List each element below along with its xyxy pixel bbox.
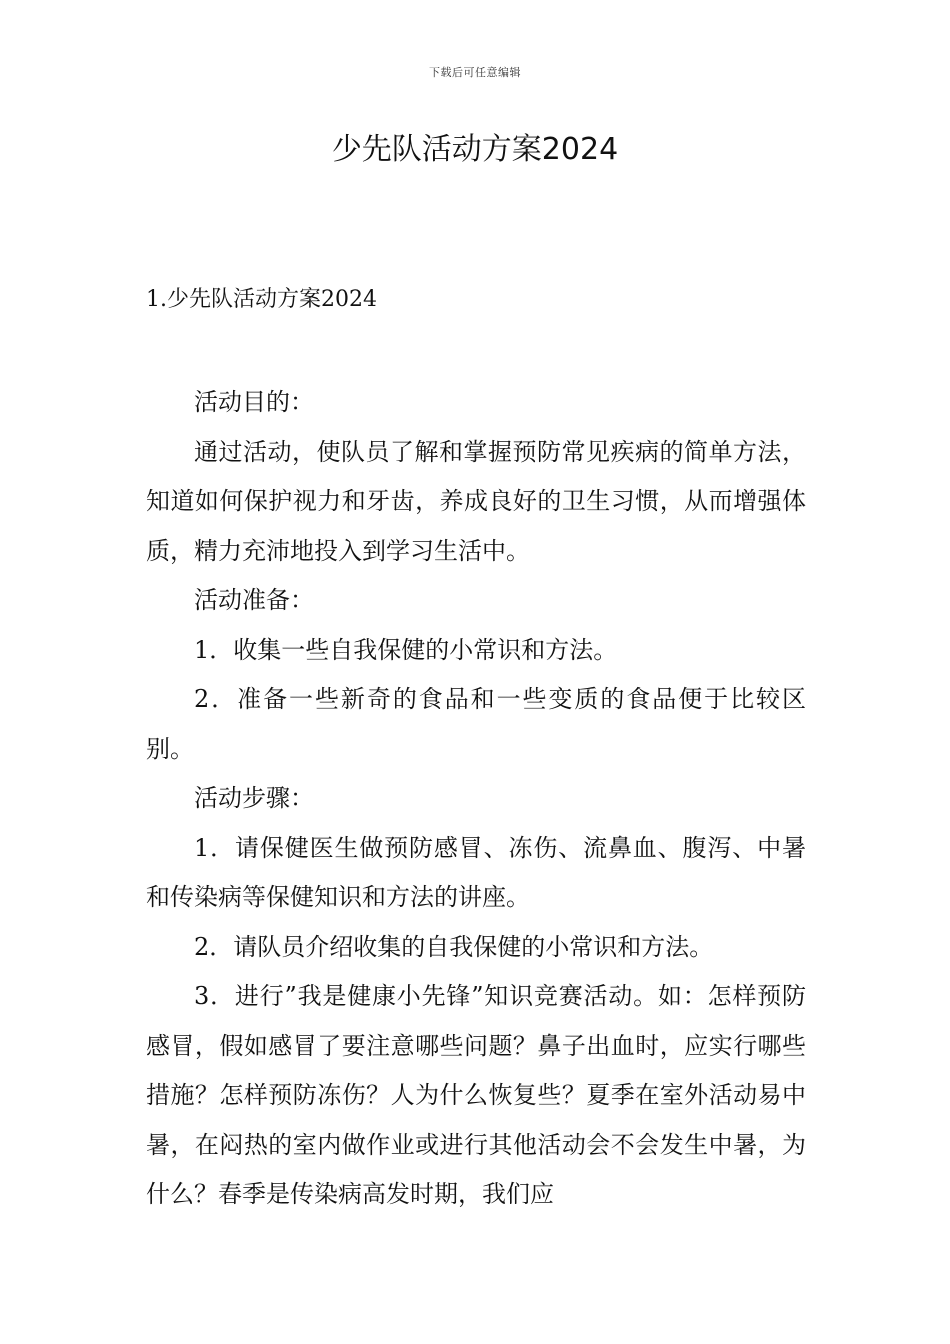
document-body [146,378,806,1220]
section-heading: 1.少先队活动方案2024 [146,287,377,312]
paragraph-step-2: 2．请队员介绍收集的自我保健的小常识和方法。 [194,932,714,961]
paragraph-steps-heading: 活动步骤： [194,784,314,812]
paragraph-step-1: 1．请保健医生做预防感冒、冻伤、流鼻血、腹泻、中暑和传染病等保健知识和方法的讲座。 [146,833,806,911]
document-title: 少先队活动方案2024 [331,132,619,167]
paragraph-preparation-2: 2．准备一些新奇的食品和一些变质的食品便于比较区别。 [146,685,806,763]
paragraph-preparation-heading: 活动准备： [194,586,314,614]
header-note: 下载后可任意编辑 [429,66,521,79]
paragraph-purpose: 通过活动，使队员了解和掌握预防常见疾病的简单方法，知道如何保护视力和牙齿，养成良好的卫生习惯，从而增强体质，精力充沛地投入到学习生活中。 [146,437,806,565]
paragraph-purpose-heading: 活动目的： [194,388,314,416]
paragraph-step-3: 3．进行”我是健康小先锋”知识竞赛活动。如：怎样预防感冒，假如感冒了要注意哪些问题？鼻子出血时，应实行哪些措施？怎样预防冻伤？人为什么恢复些？夏季在室外活动易中暑，在闷热的室内做作业或进行其他活动会不会发生中暑，为什么？春季是传染病高发时期，我们应 [146,982,806,1208]
paragraph-preparation-1: 1．收集一些自我保健的小常识和方法。 [194,635,618,664]
